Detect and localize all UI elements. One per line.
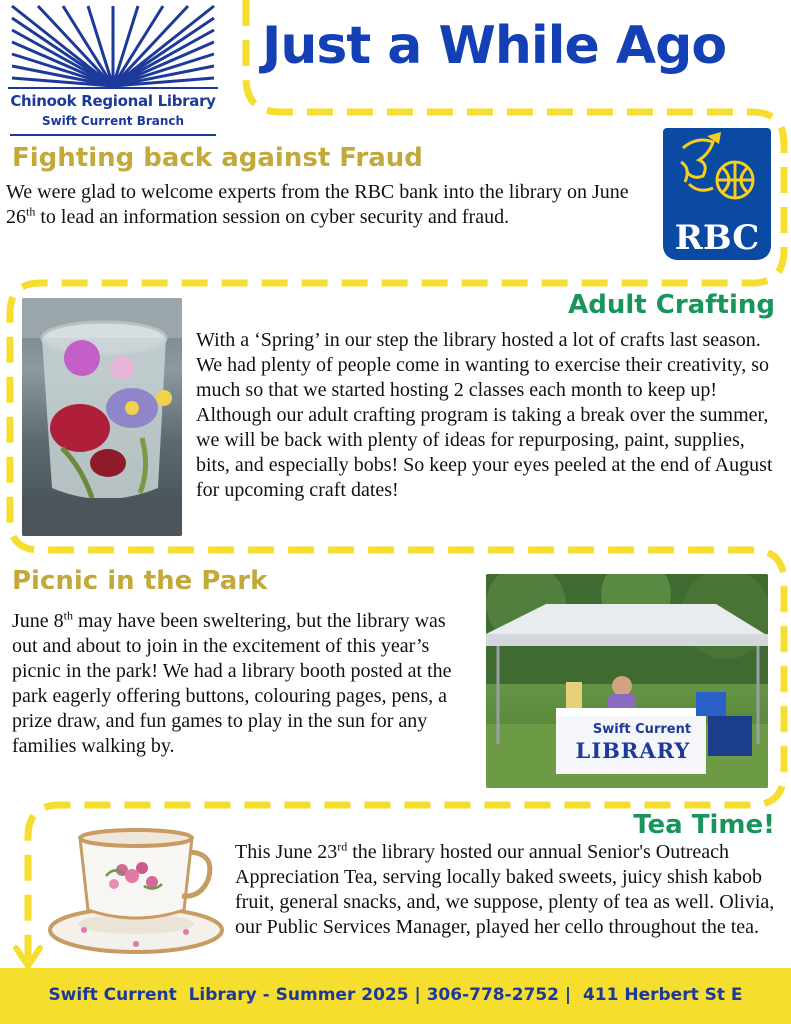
sunburst-logo-icon <box>8 4 218 90</box>
teacup-illustration <box>44 826 224 954</box>
picnic-text-part2: may have been sweltering, but the library was out and about to join in the excitement of this year’s picnic in the park! We had a library booth posted at the park eagerly offering buttons, colouring pages, pens, a prize draw, and fun games to play in the sun for any families walking by. <box>12 610 452 757</box>
footer-text: Swift Current Library - Summer 2025 | 306-778-2752 | 411 Herbert St E <box>48 985 743 1005</box>
tea-text-sup: rd <box>337 839 348 854</box>
fraud-text-sup: th <box>26 204 36 219</box>
branch-name: Swift Current Branch <box>41 114 185 128</box>
page-title: Just a While Ago <box>262 16 727 76</box>
logo-underline <box>10 134 216 136</box>
footer-bar <box>0 968 791 1024</box>
picnic-text-part1: June 8 <box>12 610 64 632</box>
tea-heading: Tea Time! <box>633 810 775 840</box>
crafting-heading: Adult Crafting <box>568 290 775 320</box>
library-logo <box>8 4 218 134</box>
teacup-icon <box>44 826 224 954</box>
rbc-lion-globe-icon <box>663 128 771 218</box>
banner-line2: LIBRARY <box>575 738 691 763</box>
picnic-heading: Picnic in the Park <box>12 566 268 596</box>
fraud-text-part2: to lead an information session on cyber security and fraud. <box>35 206 510 228</box>
banner-line1: Swift Current <box>592 722 692 737</box>
picnic-text <box>12 609 474 759</box>
picnic-text-sup: th <box>63 608 74 623</box>
tea-text-part1: This June 23 <box>235 841 338 863</box>
tea-text-part2: the library hosted our annual Senior's Outreach Appreciation Tea, serving locally baked sweets, juicy shish kabob fruit, general snacks, and, we suppose, plenty of tea as well. Olivia, our Public Services Manager, played her cello throughout the tea. <box>235 841 775 938</box>
rbc-logo-text: RBC <box>674 218 760 258</box>
craft-candle-photo <box>22 298 182 536</box>
picnic-booth-photo <box>486 574 768 788</box>
rbc-logo <box>663 128 771 260</box>
crafting-text: With a ‘Spring’ in our step the library hosted a lot of crafts last season. We had plenty of people come in wanting to exercise their creativity, so much so that we started hosting 2 classes each month to keep up! Although our adult crafting program is taking a break over the summer, we will be back with plenty of ideas for repurposing, paint, supplies, bits, and especially bobs! So keep your eyes peeled at the end of August for upcoming craft dates! <box>196 329 773 501</box>
fraud-text-part1: We were glad to welcome experts from the RBC bank into the library on June 26 <box>6 181 629 228</box>
fraud-text <box>6 180 636 230</box>
craft-candle-illustration <box>22 298 182 536</box>
tea-text <box>235 840 780 940</box>
library-name: Chinook Regional Library <box>10 92 216 110</box>
fraud-heading: Fighting back against Fraud <box>12 143 423 173</box>
